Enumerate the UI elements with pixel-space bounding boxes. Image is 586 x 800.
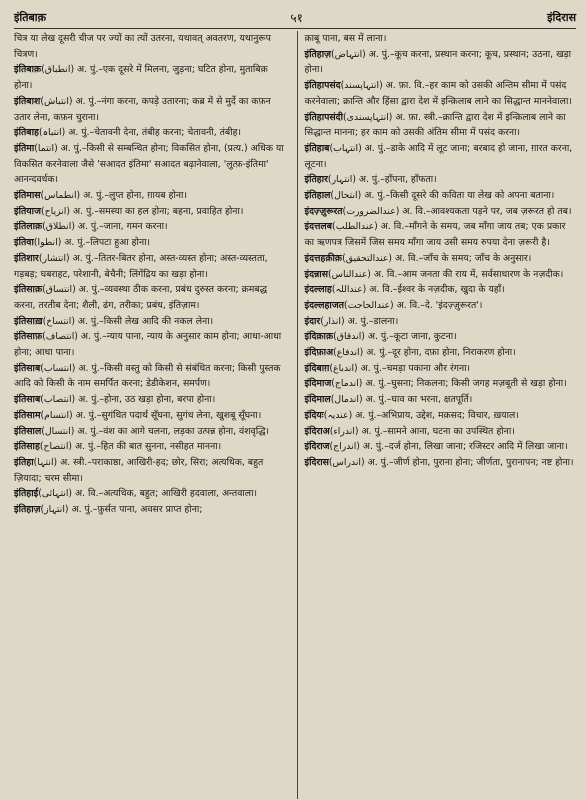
headword: इंतिहाब xyxy=(304,142,330,154)
dictionary-entry xyxy=(305,345,577,361)
definition: (انتسام) अ. पुं.–सुगंधित पदार्थ सूँघना, सुगंध लेना, खुशबू सूँघना। xyxy=(40,409,262,421)
definition: (انتساخ) अ. पुं.–किसी लेख आदि की नकल लेना। xyxy=(42,315,214,327)
dictionary-entry xyxy=(14,408,286,424)
definition: (انتصاف) अ. पुं.–न्याय पाना, न्याय के अनुसार काम होना; आधा-आधा होना; आधा पाना। xyxy=(14,331,282,359)
definition: (عندیہ) अ. पुं.–अभिप्राय, उद्देश, मक़सद; विचार, ख़याल। xyxy=(323,409,519,421)
dictionary-entry xyxy=(14,204,286,220)
headword: इंतियाज xyxy=(14,205,41,217)
dictionary-entry xyxy=(14,361,286,392)
dictionary-entry xyxy=(305,392,577,408)
definition: (عندالطلب) अ. वि.–माँगने के समय, जब माँगा जाय तब; एक प्रकार का ऋणपत्र जिसमें जिस समय माँगा जाय उसी समय रुपया देना ज़रूरी है। xyxy=(304,221,566,249)
dictionary-entry xyxy=(14,329,286,360)
definition: (انتشار) अ. पुं.–तितर-बितर होना, अस्त-व्यस्त होना; अस्त-व्यस्तता, गड़बड़; घबराहट, परेशानी, बेचैनी; लिंगेंद्रिय का खड़ा होना। xyxy=(14,252,268,280)
headword: इंतिसाफ़ xyxy=(14,331,43,343)
dictionary-entry xyxy=(305,298,577,314)
definition: (انتباش) अ. पुं.–नंगा करना, कपड़े उतारना; कब्र में से मुर्दे का कफ़न उतार लेना, कफ़न चुराना। xyxy=(14,95,271,123)
dictionary-entry xyxy=(14,314,286,330)
definition: (انتساق) अ. पुं.–व्यवस्था ठीक करना, प्रबंध दुरुस्त करना; क्रमबद्ध करना, तरतीब देना; शैली, ढंग, तरीका; प्रबंध, इंतिज़ाम। xyxy=(14,284,268,311)
dictionary-entry xyxy=(14,502,286,518)
dictionary-entry xyxy=(14,392,286,408)
dictionary-entry xyxy=(305,376,577,392)
definition: (عندالضرورت) अ. वि.–आवश्यकता पड़ने पर, जब ज़रूरत हो तब। xyxy=(342,205,572,217)
headword: इंदल्लहाजत xyxy=(304,299,345,311)
headword: इंदत्तहक़ीक़ xyxy=(304,252,343,264)
definition: (اندراء) अ. पुं.–सामने आना, घटना का उपस्थित होना। xyxy=(329,425,515,437)
headword: इंदज़्ज़ुरूरत xyxy=(304,205,343,217)
dictionary-entry xyxy=(305,31,577,47)
definition: (عندالحاجت) अ. वि.–दे. 'इंदज़्ज़ुरूरत'। xyxy=(344,299,483,311)
definition: (انتہاب) अ. पुं.–डाके आदि में लूट जाना; बरबाद हो जाना, ग़ारत करना, लूटना। xyxy=(304,142,573,170)
definition: (انتہائی) अ. वि.–अत्यधिक, बहुत; आखिरी हदवाला, अन्तवाला। xyxy=(38,488,258,500)
headword: इंतिवा xyxy=(14,237,34,249)
dictionary-entry xyxy=(305,314,577,330)
dictionary-entry xyxy=(305,455,577,471)
dictionary-entry xyxy=(14,219,286,235)
dictionary-entry xyxy=(305,172,577,188)
dictionary-entry xyxy=(14,282,286,313)
headword: इंतिलाक़ xyxy=(14,221,43,233)
definition: (اندمال) अ. पुं.–घाव का भरना, क्षतपूर्ति। xyxy=(330,394,473,406)
headword: इंदिफ़ाअ xyxy=(304,347,334,359)
page-number: ५१ xyxy=(290,10,303,25)
definition: (انذار) अ. पुं.–डालना। xyxy=(320,315,399,327)
headword: इंदल्लाह xyxy=(304,284,332,296)
dictionary-entry xyxy=(305,282,577,298)
definition: (انتہاز) अ. पुं.–फ़ुर्सत पाना, अवसर प्राप्त होना; xyxy=(40,504,203,516)
right-guide-word: इंदिरास xyxy=(547,10,576,24)
definition: (انتہاپسندی) अ. फ़ा. स्त्री.–क्रान्ति द्वारा देश में इन्क़िलाब लाने का सिद्धान्त मानना; हर काम को उसकी अंतिम सीमा में पसंद करना। xyxy=(304,111,566,139)
headword: इंदन्नास xyxy=(304,268,328,280)
dictionary-entry xyxy=(305,219,577,250)
headword: इंतिहापसंदी xyxy=(304,111,344,123)
columns xyxy=(14,31,576,518)
headword: इंदिमाल xyxy=(304,394,331,406)
dictionary-entry xyxy=(14,251,286,282)
definition: (انتحال) अ. पुं.–किसी दूसरे की कविता या लेख को अपना बताना। xyxy=(330,190,555,202)
column-divider xyxy=(297,31,298,799)
headword: इंदिमाज xyxy=(304,378,332,390)
definition: (اندراس) अ. पुं.–जीर्ण होना, पुराना होना; जीर्णता, पुरानापन; नष्ट होना। xyxy=(328,456,574,468)
dictionary-entry xyxy=(305,267,577,283)
headword: इंतिहाज़ xyxy=(304,48,332,60)
dictionary-entry xyxy=(305,188,577,204)
headword: इंतिसाक़ xyxy=(14,284,43,296)
definition: (انتہا) अ. स्त्री.–पराकाष्ठा, आखिरी-हद; छोर, सिरा; अत्यधिक, बहुत ज़ियादा; चरम सीमा। xyxy=(14,456,264,484)
dictionary-entry xyxy=(305,361,577,377)
headword: इंतिसाह xyxy=(14,441,40,453)
definition: (اندراج) अ. पुं.–दर्ज होना, लिखा जाना; रजिस्टर आदि में लिखा जाना। xyxy=(329,441,568,453)
headword: इंतिबाश xyxy=(14,95,41,107)
headword: इंतिहार xyxy=(304,174,328,186)
dictionary-entry xyxy=(305,251,577,267)
headword: इंदिबाग़ xyxy=(304,362,330,374)
definition: (انطماس) अ. पुं.–लुप्त होना, ग़ायब होना। xyxy=(40,190,187,202)
dictionary-entry xyxy=(14,439,286,455)
dictionary-entry xyxy=(305,110,577,141)
headword: इंतिसाब xyxy=(14,394,41,406)
right-column xyxy=(295,31,577,518)
headword: इंदिराज xyxy=(304,441,330,453)
definition: (انطباق) अ. पुं.–एक दूसरे में मिलना, जुड़ना; घटित होना, मुताबिक़ होना। xyxy=(14,64,268,92)
headword: इंदत्तलब xyxy=(304,221,333,233)
definition: (انتسال) अ. पुं.–वंश का आगे चलना, लड़का उत्पन्न होना, वंशवृद्धि। xyxy=(41,425,270,437)
dictionary-entry xyxy=(14,125,286,141)
dictionary-entry xyxy=(305,204,577,220)
definition: क़ाबू पाना, बस में लाना। xyxy=(304,33,387,44)
headword: इंतिसाम xyxy=(14,409,41,421)
headword: इंदिक़ाक़ xyxy=(304,331,334,343)
dictionary-entry xyxy=(14,141,286,188)
dictionary-entry xyxy=(14,62,286,93)
headword: इंतिहाज़ xyxy=(14,504,41,516)
dictionary-entry xyxy=(14,31,286,62)
headword: इंतिहापसंद xyxy=(304,80,341,92)
definition: (انتہاض) अ. पुं.–कूच करना, प्रस्थान करना; कूच, प्रस्थान; उठना, खड़ा होना। xyxy=(304,48,572,76)
definition: (عندالتحقیق) अ. वि.–जाँच के समय; जाँच के अनुसार। xyxy=(342,252,532,264)
definition: (اندماج) अ. पुं.–घुसना; निकलना; किसी जगह मज़बूती से खड़ा होना। xyxy=(331,378,567,390)
definition: चित्र या लेख दूसरी चीज पर ज्यों का त्यों उतरना, यथावत् अवतरण, यथानुरूप चित्रण। xyxy=(14,33,271,60)
dictionary-entry xyxy=(305,329,577,345)
dictionary-entry xyxy=(305,47,577,78)
dictionary-entry xyxy=(14,94,286,125)
definition: (عندالناس) अ. वि.–आम जनता की राय में, सर्वसाधारण के नज़दीक। xyxy=(328,268,564,280)
dictionary-entry xyxy=(14,424,286,440)
dictionary-entry xyxy=(305,439,577,455)
definition: (انطوا) अ. पुं.–लिपटा हुआ होना। xyxy=(33,237,151,249)
headword: इंतिहा xyxy=(14,456,34,468)
headword: इंतिशार xyxy=(14,252,39,264)
definition: (انتہاپسند) अ. फ़ा. वि.–हर काम को उसकी अन्तिम सीमा में पसंद करनेवाला; क्रान्ति और हिंसा द्वारा देश में इन्क़िलाब लाने का सिद्धान्त माननेवाला। xyxy=(304,80,572,107)
headword: इंतिसाल xyxy=(14,425,42,437)
headword: इंतिबाह xyxy=(14,127,39,139)
definition: (اندباغ) अ. पुं.–चमड़ा पकाना और रंगना। xyxy=(329,362,471,374)
definition: (انتہار) अ. पुं.–हाँपना, हाँफता। xyxy=(327,174,437,186)
headword: इंतिहाई xyxy=(14,488,39,500)
headword: इंदियः xyxy=(304,409,324,421)
left-guide-word: इंतिबाक़ xyxy=(14,10,47,24)
definition: (انتما) अ. पुं.–किसी से सम्बन्धित होना; विकसित होना, (प्रत्य.) अधिक या विकसित करनेवाला जैसे 'सआदत इंतिमा' सआदत बढ़ानेवाला, 'लुत्फ़-इंतिमा' आनन्दवर्धक। xyxy=(14,142,284,186)
dictionary-entry xyxy=(14,486,286,502)
dictionary-entry xyxy=(305,408,577,424)
definition: (انزیاح) अ. पुं.–समस्या का हल होना; बहना, प्रवाहित होना। xyxy=(40,205,244,217)
dictionary-entry xyxy=(14,455,286,486)
definition: (عنداللہ) अ. वि.–ईश्वर के नज़दीक, खुदा के यहाँ। xyxy=(331,284,505,296)
page-header xyxy=(14,6,576,29)
headword: इंतिहाल xyxy=(304,190,331,202)
definition: (اندفاع) अ. पुं.–दूर होना, दफ़ा होना, निराकरण होना। xyxy=(333,347,516,359)
dictionary-entry xyxy=(305,424,577,440)
definition: (انتصاب) अ. पुं.–होना, उठ खड़ा होना, बरपा होना। xyxy=(40,394,216,406)
headword: इंतिसाख़ xyxy=(14,315,43,327)
headword: इंतिमा xyxy=(14,142,35,154)
headword: इंतिसाब xyxy=(14,362,41,374)
headword: इंदिरास xyxy=(304,456,329,468)
definition: (اندقاق) अ. पुं.–कूटा जाना, कुटना। xyxy=(333,331,457,343)
definition: (انتساب) अ. पुं.–किसी वस्तु को किसी से संबंधित करना; किसी पुस्तक आदि को किसी के नाम समर्पित करना; डेडीकेशन, समर्पण। xyxy=(14,362,281,390)
headword: इंतिमास xyxy=(14,190,41,202)
headword: इंतिबाक़ xyxy=(14,64,42,76)
dictionary-entry xyxy=(14,188,286,204)
definition: (انتباہ) अ. पुं.–चेतावनी देना, तंबीह करना; चेतावनी, तंबीह। xyxy=(38,127,242,139)
headword: इंदिराअ xyxy=(304,425,330,437)
dictionary-entry xyxy=(305,78,577,109)
dictionary-entry xyxy=(14,235,286,251)
left-column xyxy=(14,31,295,518)
definition: (انطلاق) अ. पुं.–जाना, गमन करना। xyxy=(42,221,168,233)
dictionary-entry xyxy=(305,141,577,172)
headword: इंदार xyxy=(304,315,321,327)
definition: (انتصاح) अ. पुं.–हित की बात सुनना, नसीहत मानना। xyxy=(39,441,222,453)
